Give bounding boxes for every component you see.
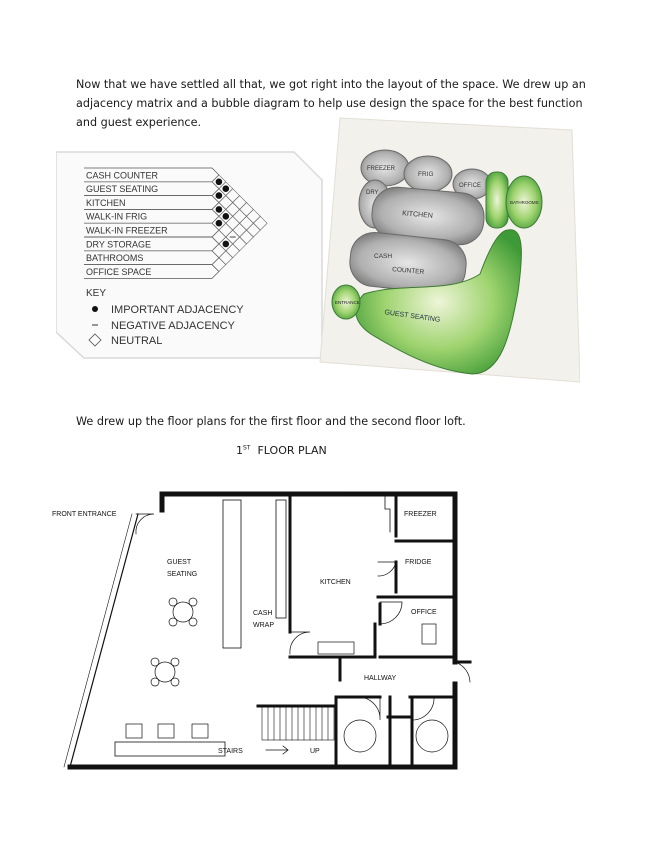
label-office: OFFICE: [411, 609, 437, 616]
bath-door-2: [412, 697, 434, 720]
kitchen-counter: [345, 496, 390, 532]
key-neutral-label: NEUTRAL: [111, 335, 163, 347]
cash-wrap-counter: [223, 500, 241, 648]
label-guest: GUEST: [167, 559, 192, 566]
bubble-diagram: [312, 112, 580, 392]
bathroom-walls: [336, 697, 455, 767]
matrix-row-label: KITCHEN: [86, 197, 126, 208]
toilet-2: [416, 720, 448, 752]
bubble-label-bathrooms: BATHROOMS: [510, 200, 539, 205]
bubble-label-cash: CASH: [374, 253, 393, 260]
bubble-label-freezer: FREEZER: [367, 166, 396, 172]
label-fridge: FRIDGE: [405, 559, 432, 566]
storefront-wall: [70, 514, 138, 767]
stairs-arrow: [266, 746, 288, 754]
adjacency-matrix: [56, 150, 324, 360]
bubble-label-guest-seating: GUEST SEATING: [383, 309, 441, 324]
important-adjacency-dot: [223, 241, 230, 248]
kitchen-door: [290, 632, 310, 654]
bath-door-1: [358, 697, 380, 720]
important-adjacency-dot: [223, 213, 230, 220]
important-adjacency-dot: [223, 185, 230, 192]
hall-door: [455, 662, 470, 682]
matrix-row-label: GUEST SEATING: [86, 184, 159, 195]
floor-plan-title: 1ST FLOOR PLAN: [236, 444, 327, 457]
floor-plan-intro: We drew up the floor plans for the first floor and the second floor loft.: [76, 415, 466, 428]
label-stairs: STAIRS: [218, 748, 243, 755]
bench: [115, 742, 225, 756]
bubble-label-frig: FRIG: [418, 171, 434, 178]
important-adjacency-dot: [216, 206, 223, 213]
key-important-dot: [92, 306, 98, 312]
matrix-row-label: WALK-IN FREEZER: [86, 225, 168, 236]
label-up: UP: [310, 748, 320, 755]
fridge-door: [378, 562, 396, 576]
label-freezer: FREEZER: [404, 511, 437, 518]
table-1: [169, 598, 197, 626]
key-negative-label: NEGATIVE ADJACENCY: [111, 320, 235, 332]
bubble-label-kitchen: KITCHEN: [401, 210, 434, 220]
label-cash: CASH: [253, 610, 273, 617]
office-door: [380, 602, 402, 624]
front-door: [136, 514, 154, 534]
toilet-1: [344, 720, 376, 752]
kitchen-range: [318, 642, 354, 654]
table-2: [151, 658, 179, 686]
important-adjacency-dot: [216, 179, 223, 186]
label-seating: SEATING: [167, 571, 198, 578]
important-adjacency-dot: [216, 220, 223, 227]
office-desk: [422, 624, 436, 644]
bubble-label-dry: DRY: [366, 190, 379, 196]
hallway-wall: [340, 657, 470, 680]
matrix-row-label: DRY STORAGE: [86, 239, 152, 250]
matrix-row-label: CASH COUNTER: [86, 170, 159, 181]
kitchen-wall: [290, 496, 375, 657]
back-counter: [276, 500, 286, 618]
bubble-label-counter: COUNTER: [391, 266, 425, 276]
stairs: [262, 706, 334, 740]
matrix-row-label: BATHROOMS: [86, 253, 144, 264]
label-kitchen: KITCHEN: [320, 579, 351, 586]
label-wrap: WRAP: [253, 622, 274, 629]
key-title: KEY: [86, 288, 107, 299]
important-adjacency-dot: [216, 192, 223, 199]
label-front-entrance: FRONT ENTRANCE: [52, 511, 117, 518]
matrix-row-label: WALK-IN FRIG: [86, 211, 148, 222]
matrix-row-label: OFFICE SPACE: [86, 266, 152, 277]
storefront-wall-outer: [64, 514, 132, 767]
bubble-label-office: OFFICE: [459, 183, 481, 189]
bubble-bathrooms-strip: [486, 172, 508, 228]
label-hallway: HALLWAY: [364, 675, 397, 682]
booth-tables: [126, 724, 208, 738]
intro-paragraph: Now that we have settled all that, we got right into the layout of the space. We drew up an adjacency matrix and a bubble diagram to help use design the space for the best function and guest experience.: [76, 78, 586, 129]
floor-plan: [40, 484, 480, 784]
key-important-label: IMPORTANT ADJACENCY: [111, 304, 244, 316]
bubble-label-entrance: ENTRANCE: [335, 300, 360, 305]
